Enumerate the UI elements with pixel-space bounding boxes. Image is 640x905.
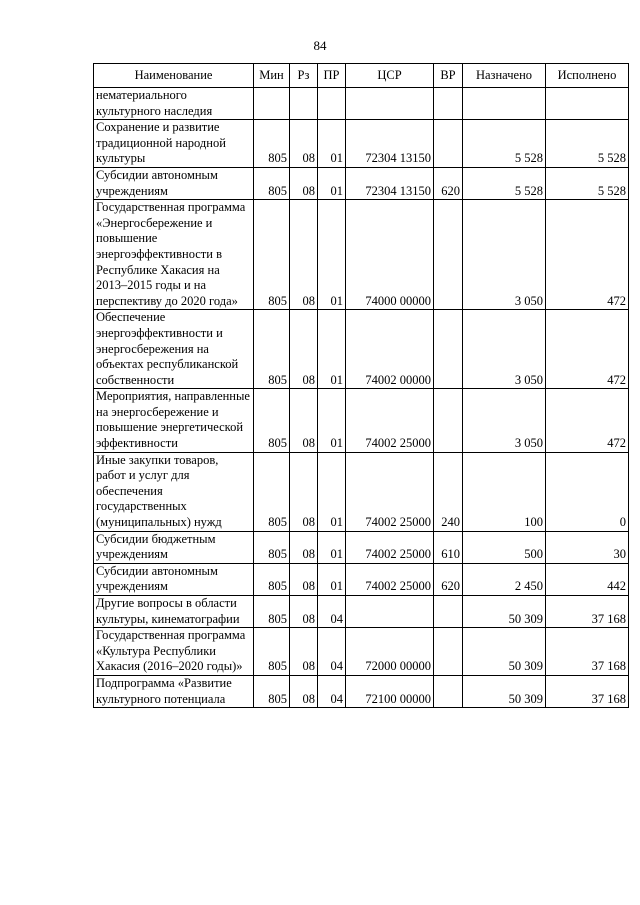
cell-executed: 472 bbox=[546, 310, 629, 389]
cell-csr: 74002 25000 bbox=[346, 563, 434, 595]
cell-rz: 08 bbox=[290, 389, 318, 452]
cell-rz: 08 bbox=[290, 675, 318, 707]
header-csr: ЦСР bbox=[346, 64, 434, 88]
cell-rz: 08 bbox=[290, 167, 318, 199]
cell-rz: 08 bbox=[290, 120, 318, 168]
cell-name: нематериального культурного наследия bbox=[94, 88, 254, 120]
cell-assigned: 500 bbox=[463, 531, 546, 563]
cell-executed: 37 168 bbox=[546, 675, 629, 707]
cell-executed: 0 bbox=[546, 452, 629, 531]
table-row bbox=[94, 452, 629, 531]
cell-vr bbox=[434, 88, 463, 120]
cell-vr bbox=[434, 120, 463, 168]
cell-pr: 01 bbox=[318, 167, 346, 199]
cell-assigned: 50 309 bbox=[463, 628, 546, 676]
cell-pr: 01 bbox=[318, 389, 346, 452]
cell-rz: 08 bbox=[290, 452, 318, 531]
cell-min: 805 bbox=[254, 563, 290, 595]
cell-pr: 04 bbox=[318, 596, 346, 628]
header-pr: ПР bbox=[318, 64, 346, 88]
cell-name: Сохранение и развитие традиционной народной культуры bbox=[94, 120, 254, 168]
cell-vr bbox=[434, 596, 463, 628]
cell-csr: 74002 25000 bbox=[346, 389, 434, 452]
header-rz: Рз bbox=[290, 64, 318, 88]
cell-vr bbox=[434, 628, 463, 676]
cell-vr: 620 bbox=[434, 167, 463, 199]
cell-min: 805 bbox=[254, 200, 290, 310]
table-row bbox=[94, 200, 629, 310]
cell-rz: 08 bbox=[290, 531, 318, 563]
cell-vr bbox=[434, 200, 463, 310]
cell-assigned: 50 309 bbox=[463, 596, 546, 628]
cell-assigned: 3 050 bbox=[463, 310, 546, 389]
cell-min bbox=[254, 88, 290, 120]
cell-pr: 01 bbox=[318, 120, 346, 168]
cell-pr: 01 bbox=[318, 200, 346, 310]
cell-pr bbox=[318, 88, 346, 120]
header-vr: ВР bbox=[434, 64, 463, 88]
cell-min: 805 bbox=[254, 120, 290, 168]
cell-csr: 74002 00000 bbox=[346, 310, 434, 389]
cell-assigned: 2 450 bbox=[463, 563, 546, 595]
cell-rz: 08 bbox=[290, 563, 318, 595]
cell-executed: 37 168 bbox=[546, 596, 629, 628]
cell-executed: 472 bbox=[546, 200, 629, 310]
cell-vr: 610 bbox=[434, 531, 463, 563]
cell-pr: 04 bbox=[318, 628, 346, 676]
cell-executed: 37 168 bbox=[546, 628, 629, 676]
cell-csr: 74002 25000 bbox=[346, 452, 434, 531]
cell-executed bbox=[546, 88, 629, 120]
table-row bbox=[94, 389, 629, 452]
cell-name: Другие вопросы в области культуры, кинематографии bbox=[94, 596, 254, 628]
cell-csr: 74000 00000 bbox=[346, 200, 434, 310]
cell-vr bbox=[434, 389, 463, 452]
cell-executed: 5 528 bbox=[546, 167, 629, 199]
cell-csr bbox=[346, 596, 434, 628]
cell-name: Мероприятия, направленные на энергосбережение и повышение энергетической эффективности bbox=[94, 389, 254, 452]
cell-name: Иные закупки товаров, работ и услуг для обеспечения государственных (муниципальных) нужд bbox=[94, 452, 254, 531]
cell-assigned: 50 309 bbox=[463, 675, 546, 707]
page-number: 84 bbox=[313, 38, 327, 53]
cell-name: Субсидии автономным учреждениям bbox=[94, 563, 254, 595]
cell-csr: 72304 13150 bbox=[346, 120, 434, 168]
header-name: Наименование bbox=[94, 64, 254, 88]
cell-name: Государственная программа «Энергосбережение и повышение энергоэффективности в Республике Хакасия на 2013–2015 годы и на перспективу до 2020 года» bbox=[94, 200, 254, 310]
cell-executed: 472 bbox=[546, 389, 629, 452]
cell-rz: 08 bbox=[290, 200, 318, 310]
header-executed: Исполнено bbox=[546, 64, 629, 88]
cell-pr: 01 bbox=[318, 531, 346, 563]
cell-min: 805 bbox=[254, 628, 290, 676]
cell-executed: 442 bbox=[546, 563, 629, 595]
table-row bbox=[94, 531, 629, 563]
table-row bbox=[94, 310, 629, 389]
table-row bbox=[94, 596, 629, 628]
cell-min: 805 bbox=[254, 452, 290, 531]
cell-pr: 01 bbox=[318, 310, 346, 389]
cell-pr: 01 bbox=[318, 452, 346, 531]
cell-vr bbox=[434, 310, 463, 389]
cell-executed: 5 528 bbox=[546, 120, 629, 168]
cell-name: Государственная программа «Культура Республики Хакасия (2016–2020 годы)» bbox=[94, 628, 254, 676]
cell-assigned: 3 050 bbox=[463, 200, 546, 310]
cell-assigned: 100 bbox=[463, 452, 546, 531]
cell-assigned: 5 528 bbox=[463, 167, 546, 199]
cell-min: 805 bbox=[254, 167, 290, 199]
table-row bbox=[94, 675, 629, 707]
cell-name: Обеспечение энергоэффективности и энергосбережения на объектах республиканской собственности bbox=[94, 310, 254, 389]
cell-vr bbox=[434, 675, 463, 707]
cell-min: 805 bbox=[254, 389, 290, 452]
cell-min: 805 bbox=[254, 675, 290, 707]
table-row bbox=[94, 628, 629, 676]
cell-rz: 08 bbox=[290, 596, 318, 628]
cell-csr: 74002 25000 bbox=[346, 531, 434, 563]
cell-rz: 08 bbox=[290, 628, 318, 676]
cell-csr: 72304 13150 bbox=[346, 167, 434, 199]
cell-name: Субсидии бюджетным учреждениям bbox=[94, 531, 254, 563]
table-row bbox=[94, 120, 629, 168]
cell-assigned bbox=[463, 88, 546, 120]
cell-name: Субсидии автономным учреждениям bbox=[94, 167, 254, 199]
cell-csr bbox=[346, 88, 434, 120]
cell-executed: 30 bbox=[546, 531, 629, 563]
cell-rz: 08 bbox=[290, 310, 318, 389]
cell-csr: 72100 00000 bbox=[346, 675, 434, 707]
cell-assigned: 3 050 bbox=[463, 389, 546, 452]
cell-assigned: 5 528 bbox=[463, 120, 546, 168]
table-row bbox=[94, 88, 629, 120]
cell-min: 805 bbox=[254, 531, 290, 563]
cell-pr: 04 bbox=[318, 675, 346, 707]
cell-csr: 72000 00000 bbox=[346, 628, 434, 676]
header-min: Мин bbox=[254, 64, 290, 88]
table-row bbox=[94, 167, 629, 199]
cell-vr: 240 bbox=[434, 452, 463, 531]
cell-name: Подпрограмма «Развитие культурного потенциала bbox=[94, 675, 254, 707]
cell-min: 805 bbox=[254, 596, 290, 628]
cell-pr: 01 bbox=[318, 563, 346, 595]
table-row bbox=[94, 563, 629, 595]
cell-vr: 620 bbox=[434, 563, 463, 595]
header-assigned: Назначено bbox=[463, 64, 546, 88]
budget-table bbox=[93, 63, 629, 708]
cell-rz bbox=[290, 88, 318, 120]
cell-min: 805 bbox=[254, 310, 290, 389]
table-header-row bbox=[94, 64, 629, 88]
